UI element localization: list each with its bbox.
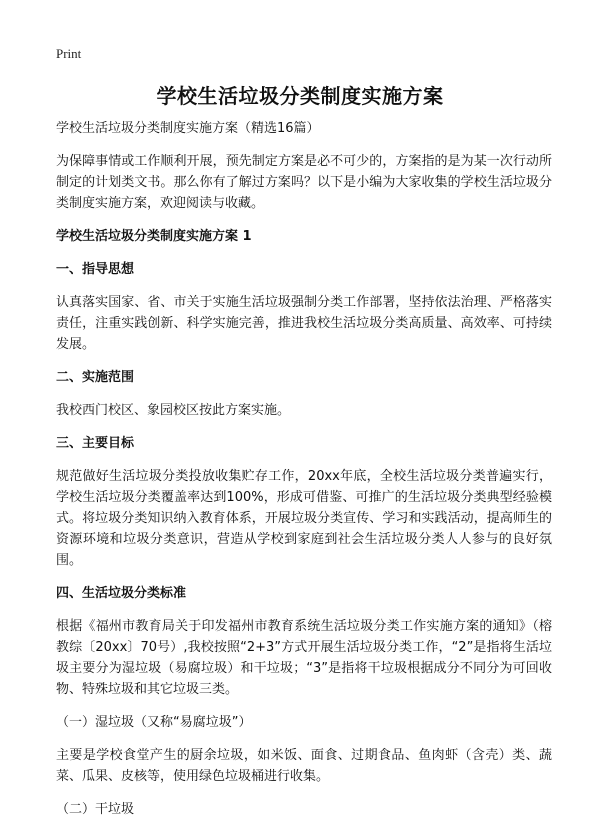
page-title: 学校生活垃圾分类制度实施方案: [156, 84, 444, 108]
section-text-guiding-ideology: 认真落实国家、省、市关于实施生活垃圾强制分类工作部署，坚持依法治理、严格落实责任，注重实践创新、科学实施完善，推进我校生活垃圾分类高质量、高效率、可持续发展。: [56, 295, 552, 352]
plan-heading: 学校生活垃圾分类制度实施方案 1: [56, 229, 252, 244]
subsection-heading-dry-waste: （二）干垃圾: [56, 802, 135, 817]
section-heading-scope: 二、实施范围: [56, 370, 135, 385]
section-heading-guiding-ideology: 一、指导思想: [56, 262, 135, 277]
subsection-heading-wet-waste: （一）湿垃圾（又称“易腐垃圾”）: [56, 715, 252, 730]
document-subtitle: 学校生活垃圾分类制度实施方案（精选16篇）: [56, 121, 320, 136]
subsection-text-wet-waste: 主要是学校食堂产生的厨余垃圾，如米饭、面食、过期食品、鱼肉虾（含壳）类、蔬菜、瓜果、皮核等，使用绿色垃圾桶进行收集。: [56, 748, 552, 784]
section-text-standards: 根据《福州市教育局关于印发福州市教育系统生活垃圾分类工作实施方案的通知》（榕教综〔20xx〕70号）,我校按照“2+3”方式开展生活垃圾分类工作，“2”是指将生活垃圾主要分为湿垃圾（易腐垃圾）和干垃圾；“3”是指将干垃圾根据成分不同分为可回收物、特殊垃圾和其它垃圾三类。: [56, 619, 552, 697]
section-text-scope: 我校西门校区、象园校区按此方案实施。: [56, 403, 291, 418]
section-text-goals: 规范做好生活垃圾分类投放收集贮存工作，20xx年底，全校生活垃圾分类普遍实行，学校生活垃圾分类覆盖率达到100%，形成可借鉴、可推广的生活垃圾分类典型经验模式。将垃圾分类知识纳入教育体系，开展垃圾分类宣传、学习和实践活动，提高师生的资源环境和垃圾分类意识，营造从学校到家庭到社会生活垃圾分类人人参与的良好氛围。: [56, 469, 552, 568]
section-heading-goals: 三、主要目标: [56, 436, 135, 451]
section-heading-standards: 四、生活垃圾分类标准: [56, 586, 187, 601]
print-label: Print: [56, 46, 82, 61]
intro-paragraph: 为保障事情或工作顺利开展，预先制定方案是必不可少的，方案指的是为某一次行动所制定的计划类文书。那么你有了解过方案吗？以下是小编为大家收集的学校生活垃圾分类制度实施方案，欢迎阅读与收藏。: [56, 154, 552, 211]
document-body: [56, 118, 552, 832]
